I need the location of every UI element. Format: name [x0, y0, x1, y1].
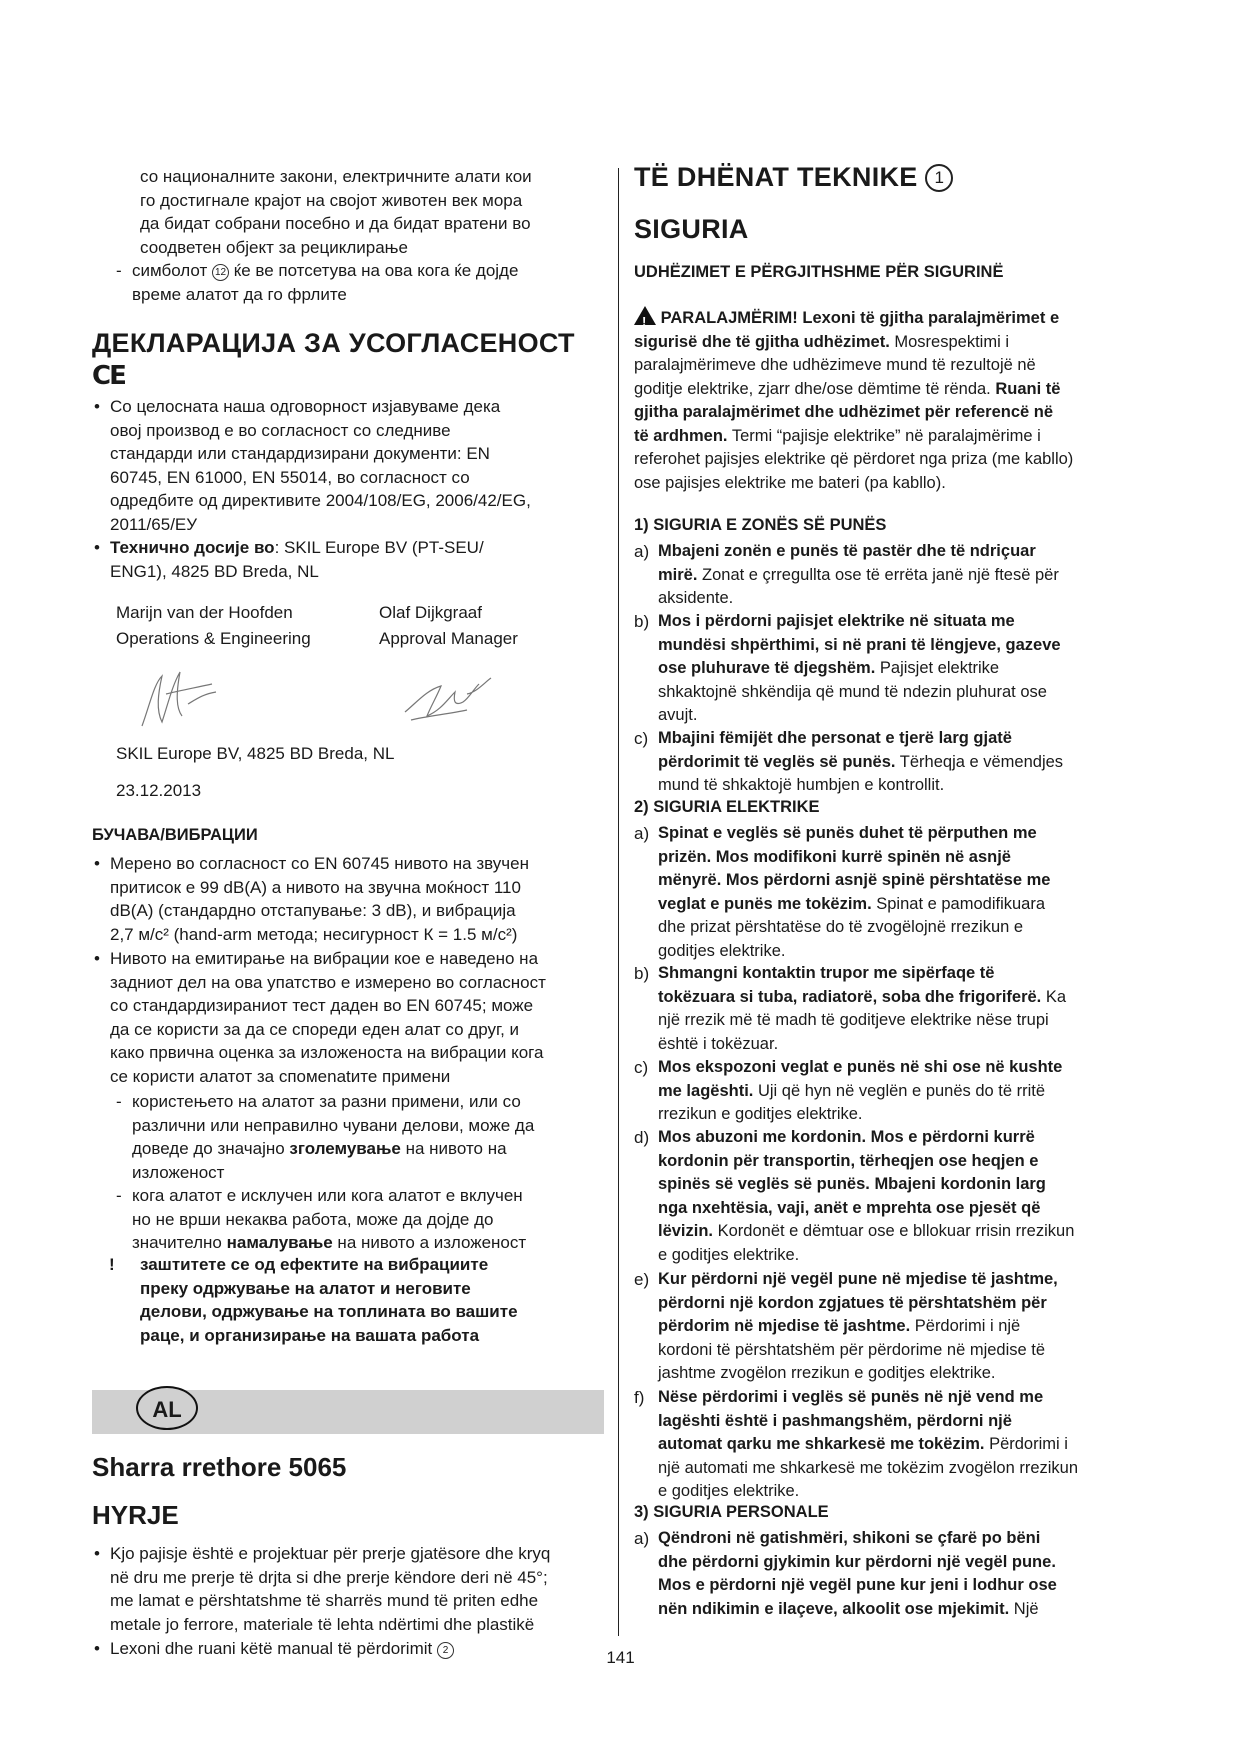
text-line: mënyrë. Mos përdorni asnjë spinë përshtatëse me: [658, 871, 1051, 889]
text-line: Mos e përdorni një vegël pune kur jeni i lodhur ose: [658, 1576, 1057, 1594]
declaration-text: [110, 395, 610, 536]
text-span: Përdorimi i një: [910, 1317, 1021, 1335]
text-span: ose pluhurave të djegshëm.: [658, 659, 876, 677]
text-span: sigurisë dhe të gjitha udhëzimet.: [634, 332, 890, 351]
text-line: време алатот да го фрлите: [132, 284, 347, 304]
vibration-decrease-note: [132, 1184, 612, 1255]
ref-number-1: 1: [925, 164, 953, 192]
electrical-e: [658, 1268, 1146, 1386]
text-line: shkaktojnë shkëndija që mund të ndezin pluhurat ose: [658, 682, 1047, 701]
text-line: gjitha paralajmërimet dhe udhëzimet për referencë në: [634, 403, 1054, 421]
noise-measurement: [110, 852, 610, 946]
text-line: dhe prizat përshtatëse do të zvogëlojnë rrezikun e: [658, 918, 1024, 936]
item-letter: b): [634, 612, 650, 631]
text-line: Spinat e veglës së punës duhet të përputhen me: [658, 824, 1037, 842]
text-span: Uji që hyn në veglën e punës do të rritë: [753, 1081, 1046, 1100]
ce-mark-icon: CE: [92, 361, 125, 391]
item-letter: c): [634, 729, 649, 748]
safety-heading: SIGURIA: [634, 214, 749, 244]
bullet-icon: •: [94, 854, 100, 873]
text-span: ќе ве потсетува на ова кога ќе дојде: [233, 261, 519, 280]
text-span: TË DHËNAT TEKNIKE: [634, 162, 918, 192]
bullet-icon: •: [94, 538, 100, 557]
text-line: në dru me prerje të drjta si dhe prerje këndore deri në 45°;: [110, 1567, 548, 1587]
signer-title: Operations & Engineering: [116, 629, 311, 648]
text-span: Ruani të: [995, 379, 1061, 398]
text-line: Mbajini fëmijët dhe personat e tjerë larg gjatë: [658, 729, 1012, 747]
intended-use: [110, 1542, 620, 1636]
ref-number-12: 12: [212, 264, 229, 281]
text-line: lagështi është i pashmangshëm, përdorni një: [658, 1411, 1012, 1430]
vibration-text: [110, 947, 620, 1088]
dash-marker: -: [116, 261, 122, 280]
signer-name: Olaf Dijkgraaf: [379, 603, 482, 622]
text-line: Mos abuzoni me kordonin. Mos e përdorni kurrë: [658, 1128, 1035, 1146]
product-title: Sharra rrethore 5065: [92, 1452, 347, 1482]
text-line: një rrezik më të madh të goditjeve elektrike nëse trupi: [658, 1011, 1049, 1029]
signer-title: Approval Manager: [379, 629, 518, 648]
exclamation-icon: !: [109, 1255, 115, 1274]
text-line: Mbajeni zonën e punës të pastër dhe të ndriçuar: [658, 542, 1036, 560]
technical-file: [110, 536, 610, 583]
dash-marker: -: [116, 1092, 122, 1111]
text-line: Kjo pajisje është e projektuar për prerje gjatësore dhe kryq: [110, 1544, 551, 1563]
text-line: Kur përdorni një vegël pune në mjedise të jashtme,: [658, 1270, 1058, 1288]
text-span: veglat e punës me tokëzim.: [658, 894, 872, 913]
text-span: goditje elektrike, zjarr dhe/ose dëmtime të rënda.: [634, 379, 996, 398]
text-line: kordonin për transportin, tërheqjen ose heqjen e: [658, 1151, 1039, 1170]
text-line: 60745, EN 61000, EN 55014, во согласност со: [110, 467, 470, 487]
text-span: lëvizin.: [658, 1222, 714, 1240]
text-line: Мерено во согласност со EN 60745 нивото на звучен: [110, 854, 529, 873]
text-span: Përdorimi i: [984, 1435, 1068, 1453]
text-line: преку одржување на алатот и неговите: [140, 1278, 471, 1298]
text-span: Zonat e çrregullta ose të errëta janë një ftesë për: [697, 565, 1059, 584]
electrical-safety-heading: 2) SIGURIA ELEKTRIKE: [634, 798, 820, 816]
tech-data-heading: [634, 162, 953, 193]
text-line: referohet pajisjes elektrike që përdoret nga priza (me kabllo): [634, 450, 1074, 468]
electrical-c: [658, 1056, 1146, 1127]
text-line: një automati me shkarkesë me tokëzim zvogëlon rrezikun: [658, 1458, 1079, 1477]
text-span: automat qarku me shkarkesë me tokëzim.: [658, 1435, 985, 1453]
text-line: ose pajisjes elektrike me bateri (pa kabllo).: [634, 473, 946, 492]
text-line: mundësi shpërthimi, si në prani të lëngjeve, gazeve: [658, 635, 1061, 654]
disposal-text: [140, 165, 610, 259]
text-span: доведе до значајно: [132, 1139, 290, 1158]
page-number: 141: [606, 1648, 635, 1667]
warning-triangle-icon: [634, 306, 656, 329]
text-line: Со целосната наша одговорност изјавуваме дека: [110, 397, 501, 416]
text-line: одредбите од директивите 2004/108/EG, 2006/42/EG,: [110, 491, 531, 510]
vibration-increase-note: [132, 1090, 612, 1184]
general-safety-heading: UDHËZIMET E PËRGJITHSHME PËR SIGURINË: [634, 263, 1004, 281]
text-line: goditjes elektrike.: [658, 941, 786, 960]
text-line: да бидат собрани посебно и да бидат вратени во: [140, 214, 531, 233]
work-area-a: [658, 540, 1146, 611]
text-line: различни или неправилно чувани делови, може да: [132, 1115, 535, 1135]
text-line: но не врши некаква работа, може да дојде до: [132, 1209, 494, 1229]
electrical-b: [658, 962, 1146, 1056]
text-span: Ka: [1041, 987, 1067, 1006]
text-line: mund të shkaktojë humbjen e kontrollit.: [658, 776, 945, 794]
noise-heading: БУЧАВА/ВИБРАЦИИ: [92, 826, 258, 844]
text-line: користењето на алатот за разни примени, или со: [132, 1092, 521, 1111]
text-line: 2,7 м/с² (hand-arm метода; несигурност К = 1.5 м/с²): [110, 924, 518, 944]
text-span: Kordonët e dëmtuar ose e bllokuar rrisin rrezikun: [713, 1222, 1075, 1240]
signer-1: [116, 600, 311, 652]
text-span: Pajisjet elektrike: [875, 659, 1000, 677]
warning-block: [634, 306, 1146, 495]
language-bar: [92, 1390, 604, 1434]
item-letter: c): [634, 1058, 649, 1077]
vibration-protection: [140, 1253, 610, 1347]
column-divider: [618, 168, 619, 1636]
item-letter: b): [634, 964, 650, 983]
text-line: се користи алатот за спомenatите примени: [110, 1066, 451, 1086]
text-span: зголемување: [289, 1139, 401, 1158]
signer-name: Marijn van der Hoofden: [116, 603, 293, 622]
text-line: соодветен објект за рециклирање: [140, 237, 408, 257]
text-line: притисок е 99 dB(A) а нивото на звучна моќност 110: [110, 877, 521, 897]
signer-2: [379, 600, 518, 652]
text-line: spinës së veglës së punës. Mbajeni kordonin larg: [658, 1175, 1046, 1193]
item-letter: a): [634, 1529, 650, 1548]
text-line: aksidente.: [658, 589, 734, 607]
signature-1-icon: [132, 664, 222, 734]
text-span: Një: [1009, 1599, 1039, 1618]
personal-safety-heading: 3) SIGURIA PERSONALE: [634, 1503, 829, 1521]
text-line: како првична оценка за изложеноста на вибрации кога: [110, 1043, 544, 1062]
text-line: Nëse përdorimi i veglës së punës në një vend me: [658, 1388, 1044, 1406]
text-line: делови, одржување на топлината во вашите: [140, 1302, 518, 1321]
item-letter: a): [634, 824, 650, 843]
text-line: nga nxehtësia, vaji, anët e mprehta ose pjesët që: [658, 1198, 1041, 1217]
item-letter: e): [634, 1270, 650, 1289]
electrical-a: [658, 822, 1146, 963]
text-span: nën ndikimin e ilaçeve, alkoolit ose mjekimit.: [658, 1599, 1010, 1618]
text-line: me lamat e përshtatshme të sharrës mund të priten edhe: [110, 1591, 539, 1610]
signature-2-icon: [397, 672, 497, 727]
text-line: ENG1), 4825 BD Breda, NL: [110, 561, 319, 581]
item-letter: d): [634, 1128, 650, 1147]
item-letter: f): [634, 1388, 645, 1407]
text-line: Mos ekspozoni veglat e punës në shi ose në kushte: [658, 1058, 1063, 1076]
text-line: изложеност: [132, 1162, 225, 1182]
warning-glyph: !: [642, 314, 647, 329]
text-line: со националните закони, електричните алати кои: [140, 167, 532, 186]
dash-marker: -: [116, 1186, 122, 1205]
text-span: Lexoni dhe ruani këtë manual të përdorimit: [110, 1639, 433, 1658]
text-line: avujt.: [658, 706, 698, 724]
text-span: намалување: [226, 1233, 333, 1252]
text-span: mirë.: [658, 565, 698, 584]
text-span: Mosrespektimi i: [889, 332, 1009, 351]
text-span: Spinat e pamodifikuara: [871, 894, 1046, 913]
text-line: metale jo ferrore, materiale të lehta ndërtimi dhe plastikë: [110, 1614, 535, 1634]
bullet-icon: •: [94, 397, 100, 416]
bullet-icon: •: [94, 1544, 100, 1563]
text-line: 2011/65/ЕУ: [110, 514, 198, 534]
text-line: стандарди или стандардизирани документи: EN: [110, 444, 490, 463]
language-badge: AL: [136, 1386, 198, 1430]
text-line: да се користи за да се спореди еден алат со друг, и: [110, 1019, 520, 1039]
company-line: SKIL Europe BV, 4825 BD Breda, NL: [116, 744, 395, 763]
text-span: të ardhmen.: [634, 426, 728, 445]
text-line: kordoni të përshtatshëm për përdorime në mjedise të: [658, 1340, 1046, 1359]
text-span: на нивото на: [400, 1139, 507, 1158]
text-line: кога алатот е исклучен или кога алатот е вклучен: [132, 1186, 523, 1205]
text-span: симболот: [132, 261, 208, 280]
text-span: tokëzuara si tuba, radiatorë, soba dhe frigoriferë.: [658, 987, 1042, 1006]
text-line: овој производ е во согласност со следниве: [110, 420, 451, 440]
text-span: Termi “pajisje elektrike” në paralajmërime i: [727, 426, 1041, 445]
item-letter: a): [634, 542, 650, 561]
text-line: Qëndroni në gatishmëri, shikoni se çfarë po bëni: [658, 1529, 1041, 1547]
text-line: раце, и организирање на вашата работа: [140, 1325, 480, 1345]
work-area-c: [658, 727, 1146, 798]
text-span: значително: [132, 1233, 227, 1252]
text-line: jashtme zvogëlon rrezikun e goditjes elektrike.: [658, 1364, 996, 1382]
text-line: dhe përdorni gjykimin kur përdorni një vegël pune.: [658, 1552, 1056, 1571]
declaration-date: 23.12.2013: [116, 781, 202, 800]
text-span: PARALAJMËRIM! Lexoni të gjitha paralajmërimet e: [660, 309, 1060, 327]
text-line: e goditjes elektrike.: [658, 1245, 800, 1264]
work-area-b: [658, 610, 1146, 728]
text-span: përdorimit të veglës së punës.: [658, 752, 896, 771]
text-line: задниот дел на ова упатство е измерено во согласност: [110, 972, 546, 992]
text-span: на нивото а изложеност: [332, 1233, 527, 1252]
intro-heading: HYRJE: [92, 1500, 179, 1530]
personal-a: [658, 1527, 1146, 1621]
text-line: rrezikun e goditjes elektrike.: [658, 1105, 863, 1123]
text-line: заштитете се од ефектите на вибрациите: [140, 1255, 489, 1274]
electrical-f: [658, 1386, 1146, 1504]
text-line: Нивото на емитирање на вибрации кое е наведено на: [110, 949, 539, 968]
bullet-icon: •: [94, 949, 100, 968]
text-line: paralajmërimeve dhe udhëzimeve mund të rezultojë në: [634, 356, 1036, 374]
text-line: është i tokëzuar.: [658, 1034, 779, 1053]
text-line: Mos i përdorni pajisjet elektrike në situata me: [658, 612, 1015, 630]
electrical-d: [658, 1126, 1146, 1267]
symbol-note: [132, 259, 612, 306]
text-line: dB(A) (стандардно отстапување: 3 dB), и вибрација: [110, 901, 516, 920]
bullet-icon: •: [94, 1639, 100, 1658]
text-span: me lagështi.: [658, 1081, 754, 1100]
text-span: : SKIL Europe BV (PT-SEU/: [274, 538, 484, 557]
text-span: Технично досије во: [110, 538, 275, 557]
work-area-heading: 1) SIGURIA E ZONËS SË PUNËS: [634, 516, 887, 534]
ref-number-2: 2: [437, 1642, 454, 1659]
text-span: Tërheqja e vëmendjes: [895, 752, 1064, 771]
text-line: Shmangni kontaktin trupor me sipërfaqe të: [658, 964, 995, 982]
text-line: e goditjes elektrike.: [658, 1482, 800, 1500]
text-span: përdorim në mjedise të jashtme.: [658, 1317, 911, 1335]
text-line: përdorni një kordon zgjatues të përshtatshëm për: [658, 1293, 1047, 1312]
declaration-heading: ДЕКЛАРАЦИЈА ЗА УСОГЛАСЕНОСТ: [92, 328, 575, 358]
text-line: со стандардизираниот тест даден во EN 60745; може: [110, 996, 534, 1015]
text-line: prizën. Mos modifikoni kurrë spinën në asnjë: [658, 847, 1011, 866]
text-line: го достигнале крајот на својот животен век мора: [140, 190, 523, 210]
